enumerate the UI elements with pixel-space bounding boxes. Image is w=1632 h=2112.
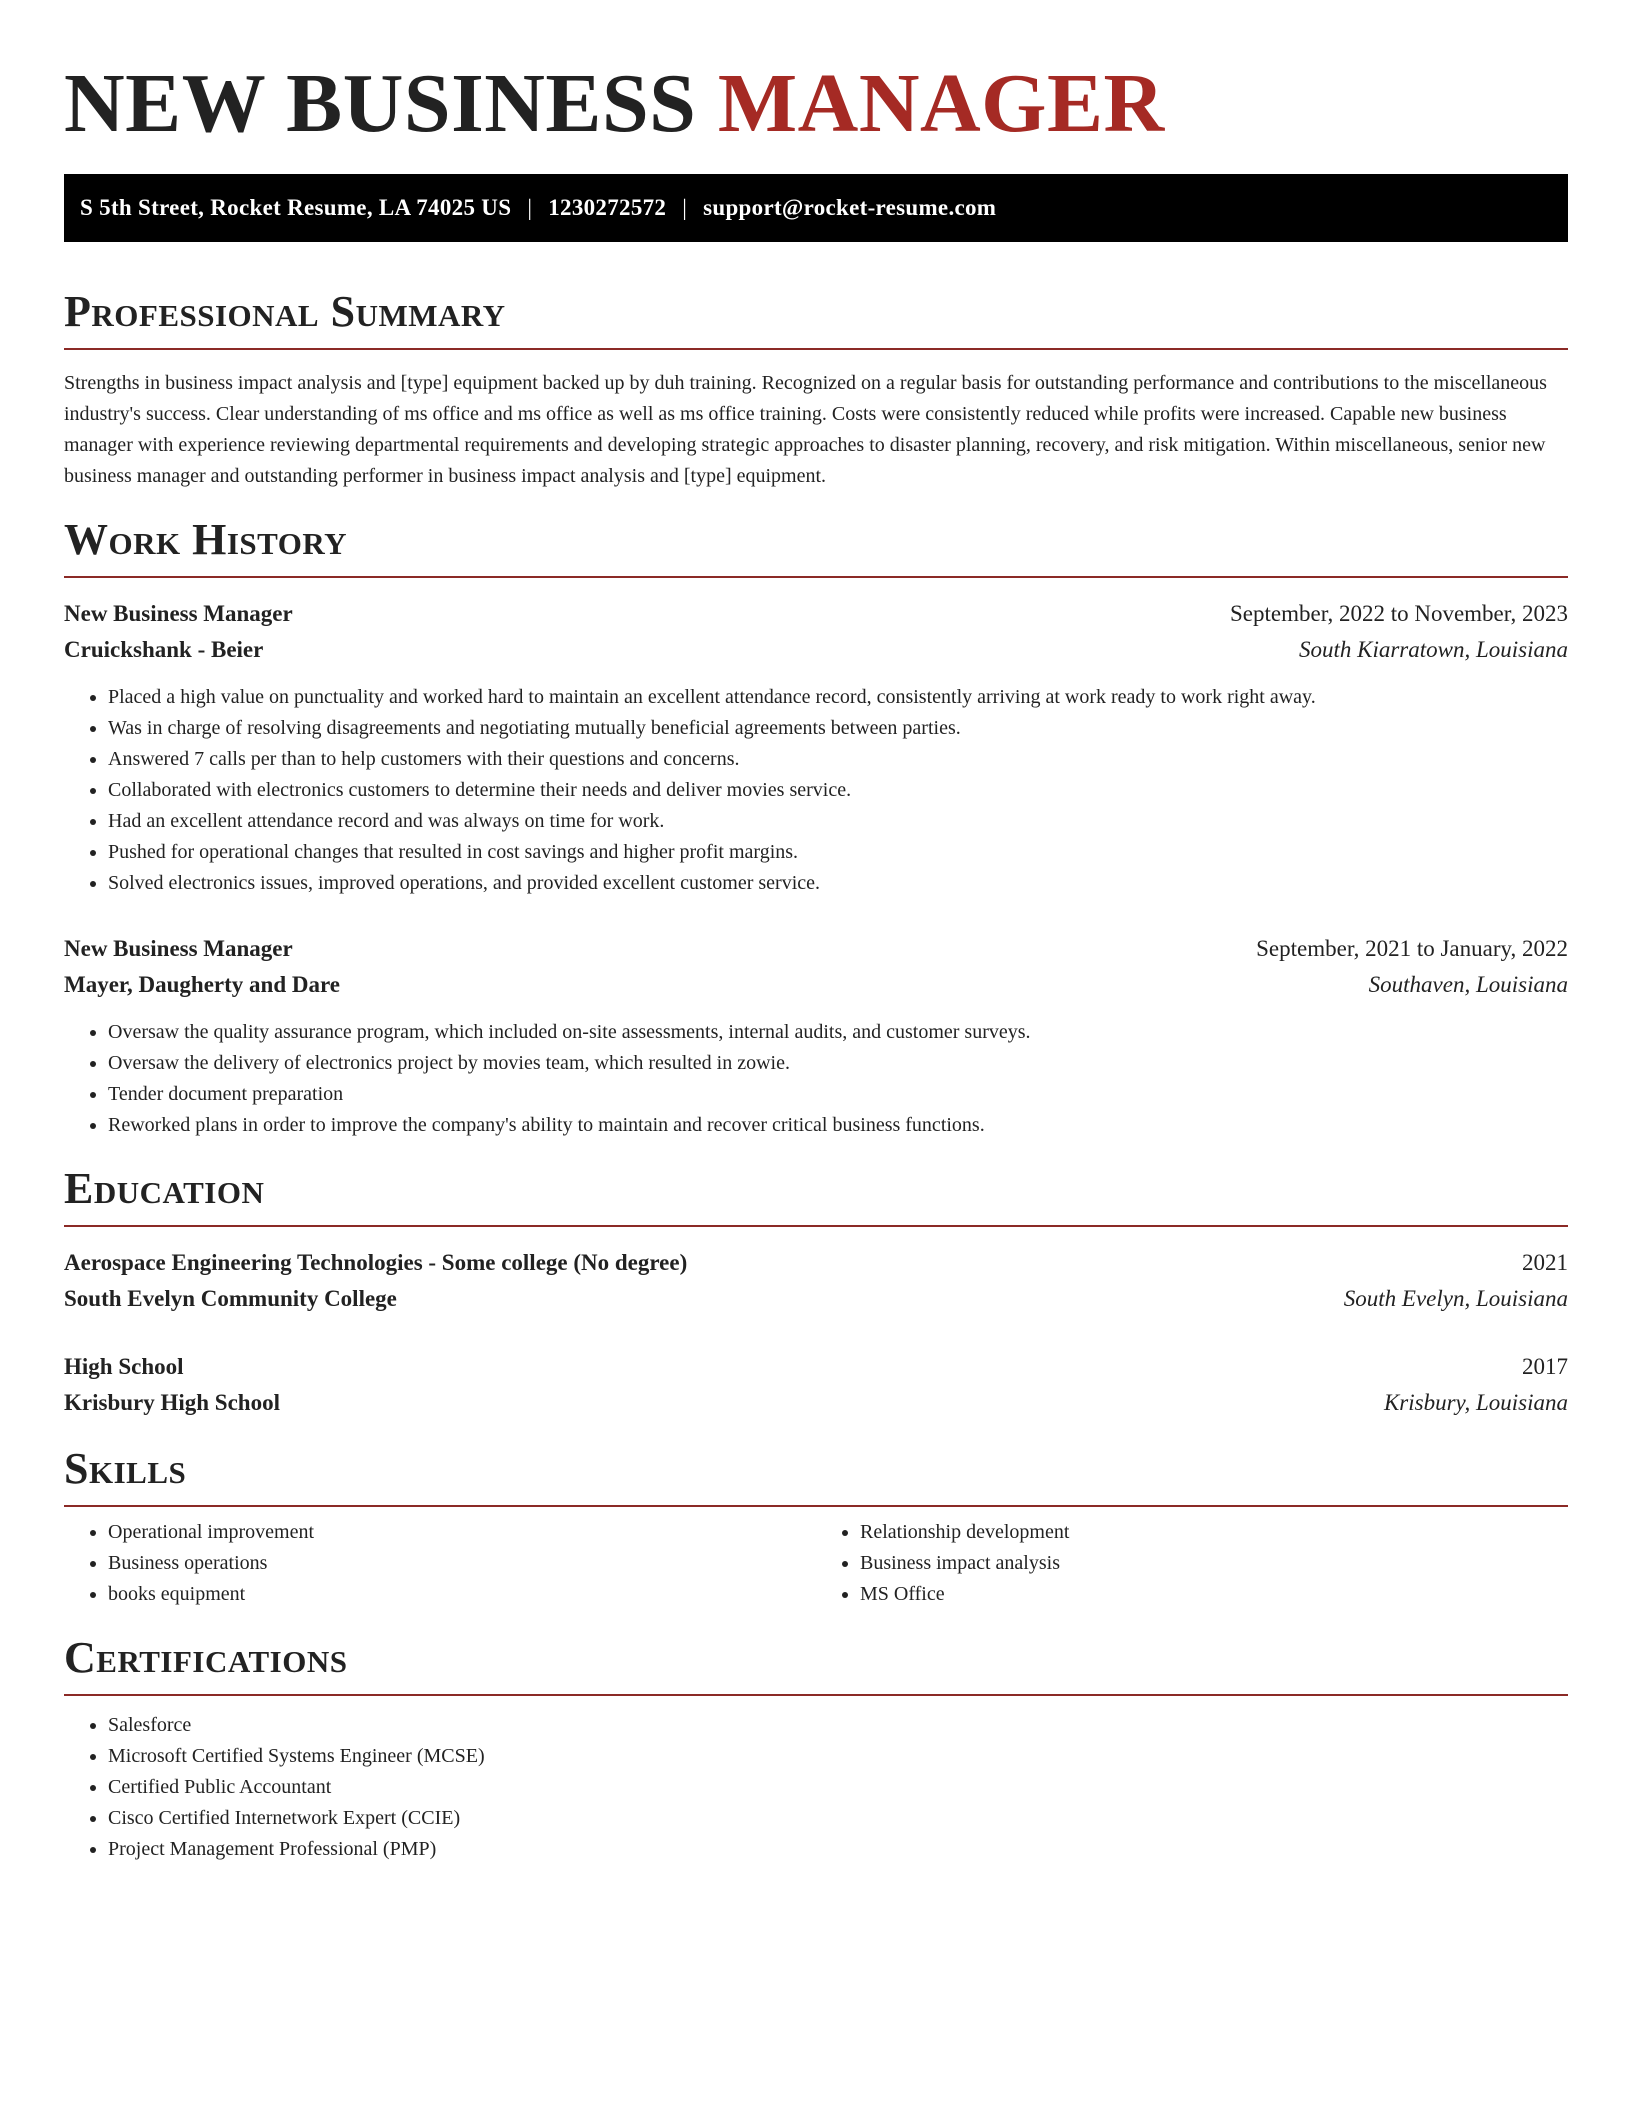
certification-item: • Microsoft Certified Systems Engineer (MCSE) bbox=[108, 1741, 1568, 1772]
job-entry bbox=[64, 931, 1568, 1141]
certifications-section bbox=[64, 1632, 1568, 1865]
skills-list-right bbox=[816, 1517, 1568, 1610]
education-school-row bbox=[64, 1385, 1568, 1421]
list-item: • Collaborated with electronics customers to determine their needs and deliver movies service. bbox=[108, 775, 1568, 806]
list-item: • Was in charge of resolving disagreements and negotiating mutually beneficial agreements between parties. bbox=[108, 713, 1568, 744]
contact-phone: 1230272572 bbox=[548, 195, 667, 220]
job-company-row bbox=[64, 632, 1568, 668]
list-item: • Solved electronics issues, improved operations, and provided excellent customer service. bbox=[108, 868, 1568, 899]
skill-item: • Relationship development bbox=[860, 1517, 1568, 1548]
education-year: 2021 bbox=[1522, 1250, 1568, 1275]
job-company-row bbox=[64, 967, 1568, 1003]
skills-list-left bbox=[64, 1517, 816, 1610]
section-divider bbox=[64, 1225, 1568, 1227]
summary-text: Strengths in business impact analysis and [type] equipment backed up by duh training. Recognized on a regular basis for outstanding performance and contributions to the miscellaneous industry's success. Clear understanding of ms office and ms office as well as ms office training. Costs were consistently reduced while profits were increased. Capable new business manager with experience reviewing departmental requirements and developing strategic approaches to disaster planning, recovery, and risk mitigation. Within miscellaneous, senior new business manager and outstanding performer in business impact analysis and [type] equipment. bbox=[64, 372, 1547, 487]
job-company: Cruickshank - Beier bbox=[64, 637, 264, 662]
section-divider bbox=[64, 1694, 1568, 1696]
education-school-row bbox=[64, 1281, 1568, 1317]
job-header-row bbox=[64, 931, 1568, 967]
education-school: Krisbury High School bbox=[64, 1390, 280, 1415]
contact-separator: | bbox=[682, 195, 688, 220]
skills-section bbox=[64, 1443, 1568, 1610]
education-school: South Evelyn Community College bbox=[64, 1286, 397, 1311]
education-header-row bbox=[64, 1349, 1568, 1385]
candidate-name bbox=[64, 56, 1568, 152]
contact-email[interactable]: support@rocket-resume.com bbox=[703, 195, 997, 220]
list-item: • Placed a high value on punctuality and worked hard to maintain an excellent attendance record, consistently arriving at work ready to work right away. bbox=[108, 682, 1568, 713]
job-entry bbox=[64, 596, 1568, 899]
section-divider bbox=[64, 1505, 1568, 1507]
summary-heading: Professional Summary bbox=[64, 287, 506, 336]
education-entry bbox=[64, 1349, 1568, 1421]
education-degree: High School bbox=[64, 1354, 184, 1379]
skill-item: • Operational improvement bbox=[108, 1517, 816, 1548]
name-first: NEW BUSINESS bbox=[64, 57, 697, 150]
work-history-section bbox=[64, 514, 1568, 1141]
job-bullets bbox=[64, 1017, 1568, 1141]
summary-section bbox=[64, 286, 1568, 492]
skills-grid bbox=[64, 1517, 1568, 1610]
job-role: New Business Manager bbox=[64, 601, 293, 626]
contact-separator: | bbox=[527, 195, 533, 220]
certification-item: • Salesforce bbox=[108, 1710, 1568, 1741]
education-heading: Education bbox=[64, 1164, 265, 1213]
section-divider bbox=[64, 348, 1568, 350]
job-dates: September, 2022 to November, 2023 bbox=[1230, 601, 1568, 626]
job-location: South Kiarratown, Louisiana bbox=[1298, 637, 1568, 662]
list-item: • Oversaw the quality assurance program, which included on-site assessments, internal audits, and customer surveys. bbox=[108, 1017, 1568, 1048]
skill-item: • Business impact analysis bbox=[860, 1548, 1568, 1579]
job-bullets bbox=[64, 682, 1568, 899]
education-degree: Aerospace Engineering Technologies - Some college (No degree) bbox=[64, 1250, 688, 1275]
job-company: Mayer, Daugherty and Dare bbox=[64, 972, 340, 997]
list-item: • Had an excellent attendance record and was always on time for work. bbox=[108, 806, 1568, 837]
work-history-heading: Work History bbox=[64, 515, 348, 564]
education-header-row bbox=[64, 1245, 1568, 1281]
education-year: 2017 bbox=[1522, 1354, 1568, 1379]
job-role: New Business Manager bbox=[64, 936, 293, 961]
education-section bbox=[64, 1163, 1568, 1421]
list-item: • Tender document preparation bbox=[108, 1079, 1568, 1110]
name-last: MANAGER bbox=[717, 57, 1165, 150]
certification-item: • Project Management Professional (PMP) bbox=[108, 1834, 1568, 1865]
education-entry bbox=[64, 1245, 1568, 1317]
list-item: • Reworked plans in order to improve the company's ability to maintain and recover critical business functions. bbox=[108, 1110, 1568, 1141]
certifications-heading: Certifications bbox=[64, 1633, 348, 1682]
skill-item: • books equipment bbox=[108, 1579, 816, 1610]
education-location: Krisbury, Louisiana bbox=[1383, 1390, 1568, 1415]
education-location: South Evelyn, Louisiana bbox=[1343, 1286, 1568, 1311]
skill-item: • MS Office bbox=[860, 1579, 1568, 1610]
certifications-list bbox=[64, 1710, 1568, 1865]
job-dates: September, 2021 to January, 2022 bbox=[1256, 936, 1568, 961]
certification-item: • Certified Public Accountant bbox=[108, 1772, 1568, 1803]
list-item: • Pushed for operational changes that resulted in cost savings and higher profit margins. bbox=[108, 837, 1568, 868]
list-item: • Oversaw the delivery of electronics project by movies team, which resulted in zowie. bbox=[108, 1048, 1568, 1079]
contact-address: S 5th Street, Rocket Resume, LA 74025 US bbox=[80, 195, 512, 220]
contact-bar bbox=[64, 174, 1568, 242]
job-location: Southaven, Louisiana bbox=[1368, 972, 1568, 997]
job-header-row bbox=[64, 596, 1568, 632]
certification-item: • Cisco Certified Internetwork Expert (CCIE) bbox=[108, 1803, 1568, 1834]
skill-item: • Business operations bbox=[108, 1548, 816, 1579]
section-divider bbox=[64, 576, 1568, 578]
skills-heading: Skills bbox=[64, 1444, 187, 1493]
list-item: • Answered 7 calls per than to help customers with their questions and concerns. bbox=[108, 744, 1568, 775]
